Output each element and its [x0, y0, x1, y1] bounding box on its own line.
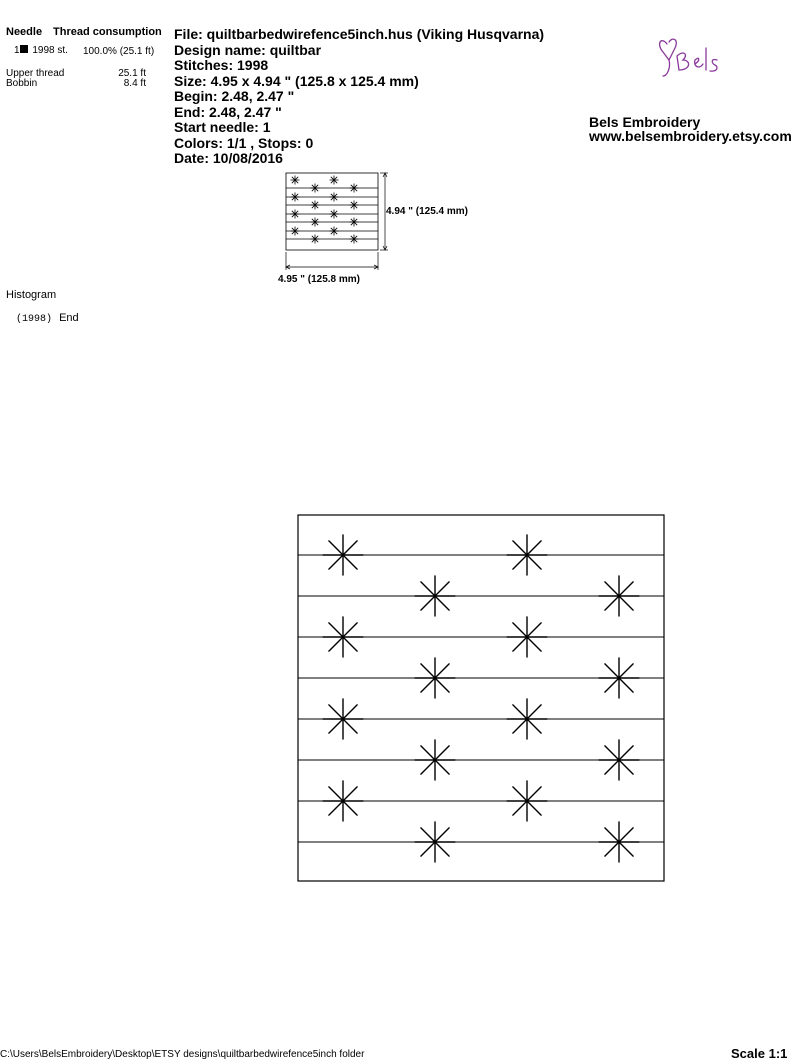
footer-scale: Scale 1:1 — [731, 1046, 788, 1061]
barb-star — [599, 658, 639, 698]
file-line: File: quiltbarbedwirefence5inch.hus (Viking Husqvarna) — [174, 26, 545, 42]
thumb-star — [291, 227, 300, 236]
thumb-star — [311, 201, 320, 210]
histogram-row — [16, 312, 79, 325]
upper-thread-label: Upper thread — [6, 68, 65, 79]
bels-signature-logo — [655, 30, 725, 80]
design-info — [174, 27, 544, 167]
histogram-end-label: End — [59, 312, 79, 324]
histogram-stitch-count: (1998) — [16, 314, 53, 325]
barb-star — [323, 781, 363, 821]
needle-number: 1 — [14, 45, 20, 56]
thumb-star — [291, 176, 300, 185]
bobbin-value: 8.4 ft — [123, 78, 146, 89]
begin-line: Begin: 2.48, 2.47 " — [174, 88, 295, 104]
thumbnail-height-label: 4.94 " (125.4 mm) — [386, 206, 469, 217]
thumb-star — [350, 218, 359, 227]
barb-star — [415, 822, 455, 862]
thumb-star — [291, 210, 300, 219]
barb-star — [507, 617, 547, 657]
needle-header: Needle — [6, 26, 43, 38]
thumb-star — [311, 235, 320, 244]
thumb-star — [291, 193, 300, 202]
needle-percent: 100.0% (25.1 ft) — [83, 46, 155, 57]
thumb-star — [350, 184, 359, 193]
barb-star — [415, 576, 455, 616]
barb-star — [507, 699, 547, 739]
thumb-star — [311, 184, 320, 193]
thumb-star — [330, 176, 339, 185]
bobbin-label: Bobbin — [6, 78, 38, 89]
barb-star — [323, 535, 363, 575]
thumb-star — [350, 235, 359, 244]
barb-star — [415, 658, 455, 698]
thumb-star — [330, 227, 339, 236]
size-line: Size: 4.95 x 4.94 " (125.8 x 125.4 mm) — [174, 72, 419, 89]
colors-line: Colors: 1/1 , Stops: 0 — [174, 134, 314, 151]
histogram-title: Histogram — [6, 289, 57, 301]
thumb-star — [311, 218, 320, 227]
needle-row — [14, 45, 68, 56]
barb-star — [323, 699, 363, 739]
barb-star — [599, 822, 639, 862]
barb-star — [507, 781, 547, 821]
design-thumbnail — [280, 168, 400, 273]
stitches-line: Stitches: 1998 — [174, 57, 269, 73]
needle-color-swatch — [20, 45, 28, 53]
thumb-star — [330, 193, 339, 202]
date-line: Date: 10/08/2016 — [174, 150, 283, 166]
brand-name: Bels Embroidery — [589, 114, 701, 130]
thumbnail-width-label: 4.95 " (125.8 mm) — [278, 274, 361, 285]
end-line: End: 2.48, 2.47 " — [174, 103, 282, 120]
footer-file-path: C:\Users\BelsEmbroidery\Desktop\ETSY designs\quiltbarbedwirefence5inch folder — [0, 1049, 365, 1060]
upper-thread-value: 25.1 ft — [118, 68, 146, 79]
design-preview — [296, 513, 666, 883]
barb-star — [415, 740, 455, 780]
thread-consumption-header: Thread consumption — [53, 26, 162, 38]
design-name-line: Design name: quiltbar — [174, 41, 322, 58]
barb-star — [323, 617, 363, 657]
start-needle-line: Start needle: 1 — [174, 119, 271, 135]
brand-url[interactable]: www.belsembroidery.etsy.com — [589, 128, 792, 144]
thumb-star — [330, 210, 339, 219]
barb-star — [507, 535, 547, 575]
thumb-star — [350, 201, 359, 210]
needle-stitches: 1998 st. — [32, 45, 68, 56]
barb-star — [599, 740, 639, 780]
barb-star — [599, 576, 639, 616]
